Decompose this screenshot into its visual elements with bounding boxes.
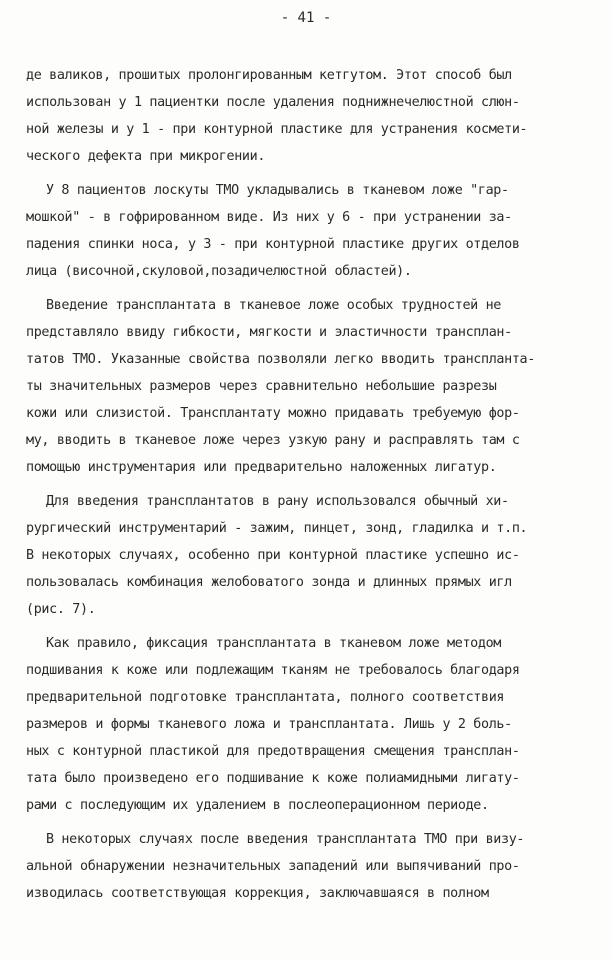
text-line: предварительной подготовке трансплантата, полного соответствия <box>26 690 505 705</box>
text-line: ных с контурной пластикой для предотвращения смещения трансплан- <box>26 744 520 759</box>
text-line: рургический инструментарий - зажим, пинцет, зонд, гладилка и т.п. <box>26 521 528 536</box>
text-line: В некоторых случаях после введения трансплантата ТМО при визу- <box>46 832 525 847</box>
text-line: де валиков, прошитых пролонгированным кетгутом. Этот способ был <box>26 68 512 83</box>
text-line: Как правило, фиксация трансплантата в тканевом ложе методом <box>46 636 501 651</box>
text-line: татов ТМО. Указанные свойства позволяли легко вводить транспланта- <box>26 352 535 367</box>
text-line: ческого дефекта при микрогении. <box>26 149 266 164</box>
text-line: ты значительных размеров через сравнительно небольшие разрезы <box>26 379 497 394</box>
text-line: подшивания к коже или подлежащим тканям не требовалось благодаря <box>26 663 520 678</box>
text-line: ной железы и у 1 - при контурной пластике для устранения космети- <box>26 122 528 137</box>
text-line: мошкой" - в гофрированном виде. Из них у 6 - при устранении за- <box>26 210 512 225</box>
text-line: помощью инструментария или предварительно наложенных лигатур. <box>26 460 497 475</box>
text-line: изводилась соответствующая коррекция, заключавшаяся в полном <box>26 886 489 901</box>
text-line: му, вводить в тканевое ложе через узкую рану и расправлять там с <box>26 433 520 448</box>
text-line: У 8 пациентов лоскуты ТМО укладывались в тканевом ложе "гар- <box>46 183 509 198</box>
text-line: (рис. 7). <box>26 602 96 617</box>
text-line: тата было произведено его подшивание к коже полиамидными лигату- <box>26 771 520 786</box>
text-line: кожи или слизистой. Трансплантату можно придавать требуемую фор- <box>26 406 520 421</box>
text-line: падения спинки носа, у 3 - при контурной пластике других отделов <box>26 237 520 252</box>
text-line: В некоторых случаях, особенно при контурной пластике успешно ис- <box>26 548 520 563</box>
text-line: рами с последующим их удалением в послеоперационном периоде. <box>26 798 489 813</box>
text-line: альной обнаружении незначительных западений или выпячиваний про- <box>26 859 520 874</box>
text-line: представляло ввиду гибкости, мягкости и эластичности трансплан- <box>26 325 512 340</box>
text-line: лица (височной,скуловой,позадичелюстной областей). <box>26 264 412 279</box>
page-number: - 41 - <box>280 10 332 26</box>
text-line: Для введения трансплантатов в рану использовался обычный хи- <box>46 494 509 509</box>
text-line: размеров и формы тканевого ложа и трансплантата. Лишь у 2 боль- <box>26 717 512 732</box>
text-line: использован у 1 пациентки после удаления поднижнечелюстной слюн- <box>26 95 520 110</box>
text-line: Введение трансплантата в тканевое ложе особых трудностей не <box>46 298 501 313</box>
text-line: пользовалась комбинация желобоватого зонда и длинных прямых игл <box>26 575 512 590</box>
